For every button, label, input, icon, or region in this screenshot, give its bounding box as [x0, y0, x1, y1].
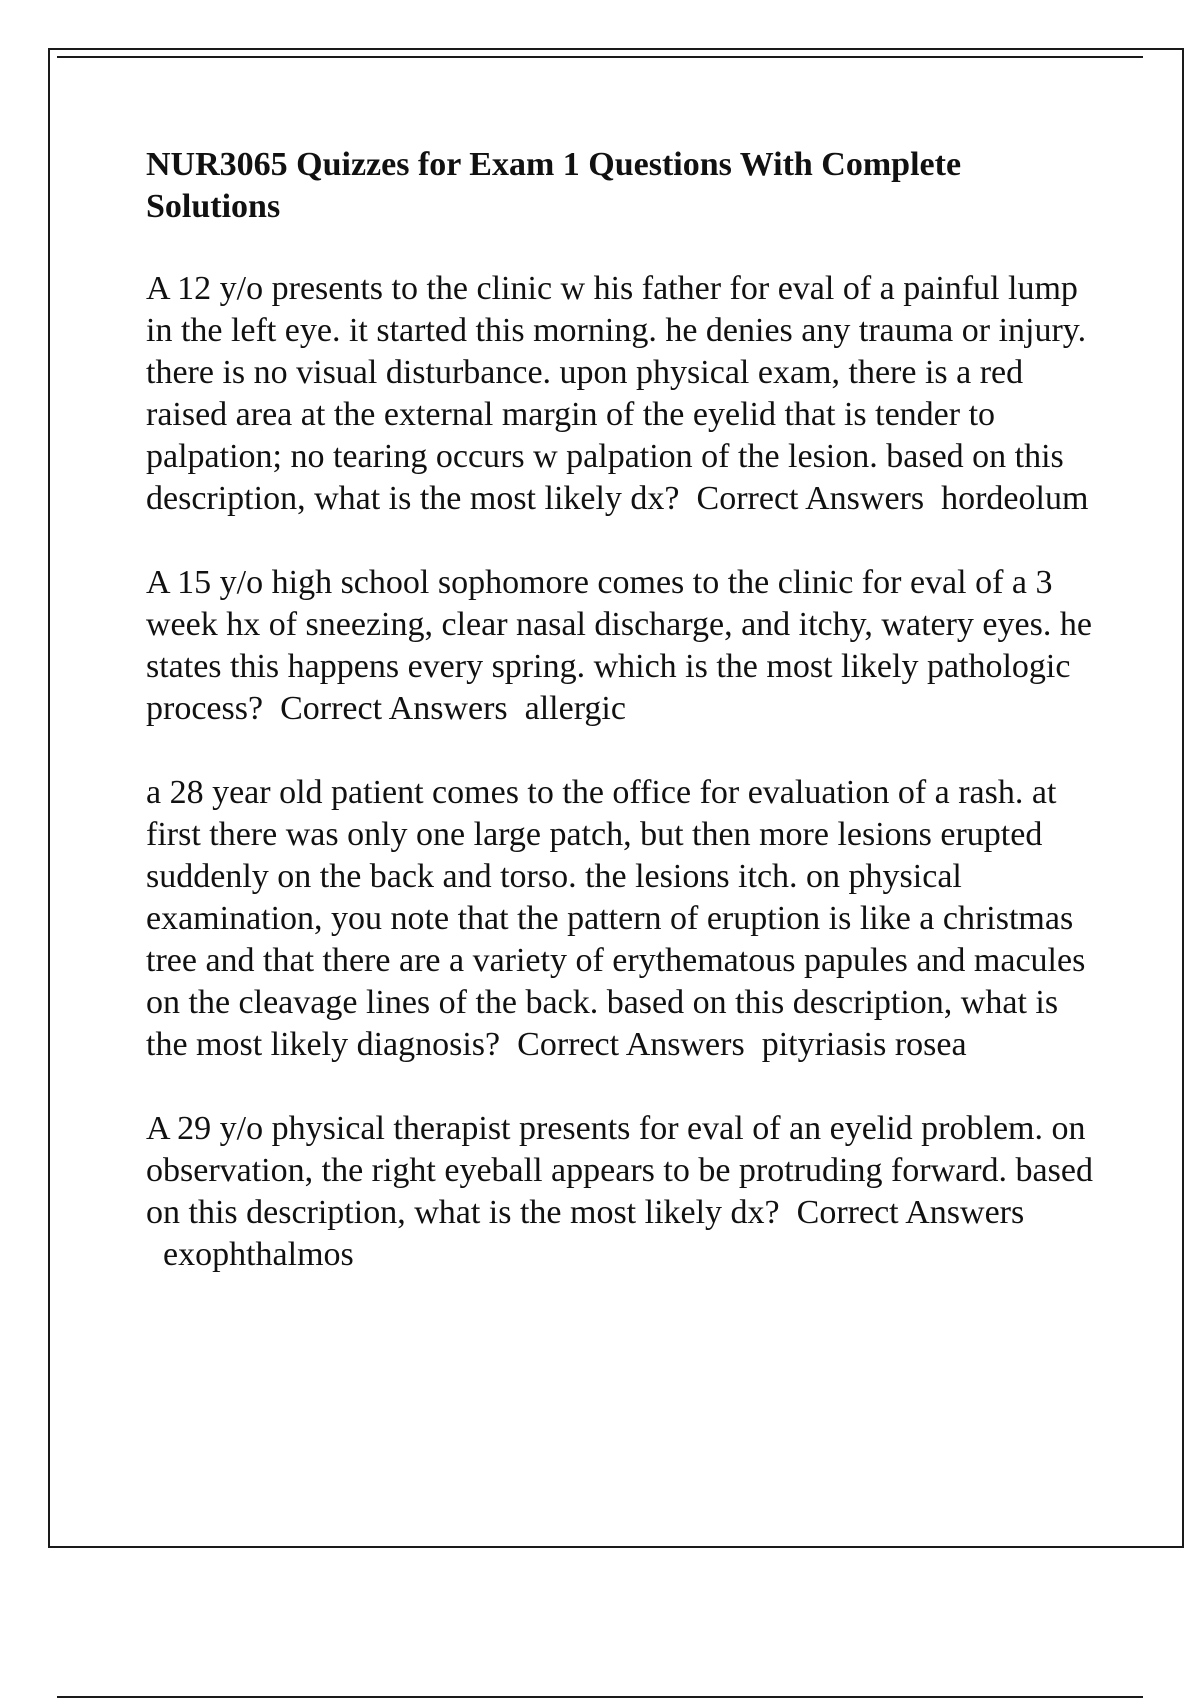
- answer-text: pityriasis rosea: [761, 1026, 967, 1063]
- document-body: [146, 144, 1096, 1318]
- answer-label: Correct Answers: [796, 1194, 1025, 1231]
- answer-label: Correct Answers: [696, 480, 925, 517]
- qa-item: [146, 1108, 1096, 1276]
- answer-text: exophthalmos: [163, 1236, 354, 1273]
- header-rule: [57, 56, 1143, 58]
- answer-label: Correct Answers: [517, 1026, 745, 1063]
- qa-item: [146, 268, 1096, 520]
- question-text: A 29 y/o physical therapist presents for eval of an eyelid problem. on observation, the right eyeball appears to be protruding forward. based on this description, what is the most likely dx?: [146, 1110, 1093, 1231]
- answer-text: allergic: [524, 690, 626, 727]
- qa-item: [146, 562, 1096, 730]
- qa-item: [146, 772, 1096, 1066]
- document-title: NUR3065 Quizzes for Exam 1 Questions With Complete Solutions: [146, 146, 962, 225]
- question-text: A 12 y/o presents to the clinic w his father for eval of a painful lump in the left eye. it started this morning. he denies any trauma or injury. there is no visual disturbance. upon physical exam, there is a red raised area at the external margin of the eyelid that is tender to palpation; no tearing occurs w palpation of the lesion. based on this description, what is the most likely dx?: [146, 270, 1087, 517]
- question-text: a 28 year old patient comes to the office for evaluation of a rash. at first there was only one large patch, but then more lesions erupted suddenly on the back and torso. the lesions itch. on physical examination, you note that the pattern of eruption is like a christmas tree and that there are a variety of erythematous papules and macules on the cleavage lines of the back. based on this description, what is the most likely diagnosis?: [146, 774, 1086, 1063]
- answer-label: Correct Answers: [280, 690, 508, 727]
- footer-rule: [57, 1696, 1143, 1698]
- answer-text: hordeolum: [941, 480, 1089, 517]
- question-text: A 15 y/o high school sophomore comes to the clinic for eval of a 3 week hx of sneezing, clear nasal discharge, and itchy, watery eyes. he states this happens every spring. which is the most likely pathologic process?: [146, 564, 1092, 727]
